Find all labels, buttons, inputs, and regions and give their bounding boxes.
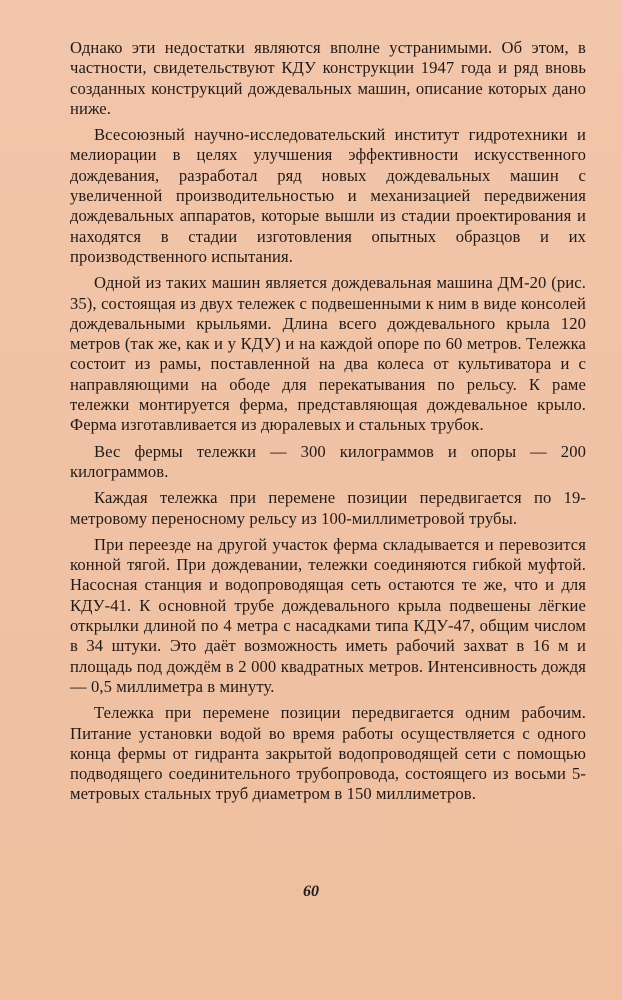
- paragraph-5: Каждая тележка при перемене позиции передвигается по 19-метровому переносному рельсу из 100-миллиметровой трубы.: [70, 488, 586, 528]
- paragraph-4: Вес фермы тележки — 300 килограммов и опоры — 200 килограммов.: [70, 441, 586, 481]
- page-number: 60: [303, 883, 319, 900]
- paragraph-6: При переезде на другой участок ферма складывается и перевозится конной тягой. При дождевании, тележки соединяются гибкой муфтой. Насосная станция и водопроводящая сеть остаются те же, что и для КДУ-41. К основной трубе дождевального крыла подвешены лёгкие открылки длиной по 4 метра с насадками типа КДУ-47, общим числом в 34 штуки. Это даёт возможность иметь рабочий захват в 16 м и площадь под дождём в 2 000 квадратных метров. Интенсивность дождя — 0,5 миллиметра в минуту.: [70, 534, 586, 696]
- paragraph-2: Всесоюзный научно-исследовательский институт гидротехники и мелиорации в целях улучшения эффективности искусственного дождевания, разработал ряд новых дождевальных машин с увеличенной производительностью и механизацией передвижения дождевальных аппаратов, которые вышли из стадии проектирования и находятся в стадии изготовления опытных образцов и их производственного испытания.: [70, 125, 586, 266]
- paragraph-7: Тележка при перемене позиции передвигается одним рабочим. Питание установки водой во время работы осуществляется с одного конца фермы от гидранта закрытой водопроводящей сети с помощью подводящего соединительного трубопровода, состоящего из восьми 5-метровых стальных труб диаметром в 150 миллиметров.: [70, 703, 586, 804]
- page-text: [70, 38, 586, 811]
- paragraph-3: Одной из таких машин является дождевальная машина ДМ-20 (рис. 35), состоящая из двух тележек с подвешенными к ним в виде консолей дождевальными крыльями. Длина всего дождевального крыла 120 метров (так же, как и у КДУ) и на каждой опоре по 60 метров. Тележка состоит из рамы, поставленной на два колеса от культиватора и с направляющими на ободе для перекатывания по рельсу. К раме тележки монтируется ферма, представляющая дождевальное крыло. Ферма изготавливается из дюралевых и стальных трубок.: [70, 273, 586, 435]
- paragraph-1: Однако эти недостатки являются вполне устранимыми. Об этом, в частности, свидетельствуют КДУ конструкции 1947 года и ряд вновь созданных конструкций дождевальных машин, описание которых дано ниже.: [70, 38, 586, 118]
